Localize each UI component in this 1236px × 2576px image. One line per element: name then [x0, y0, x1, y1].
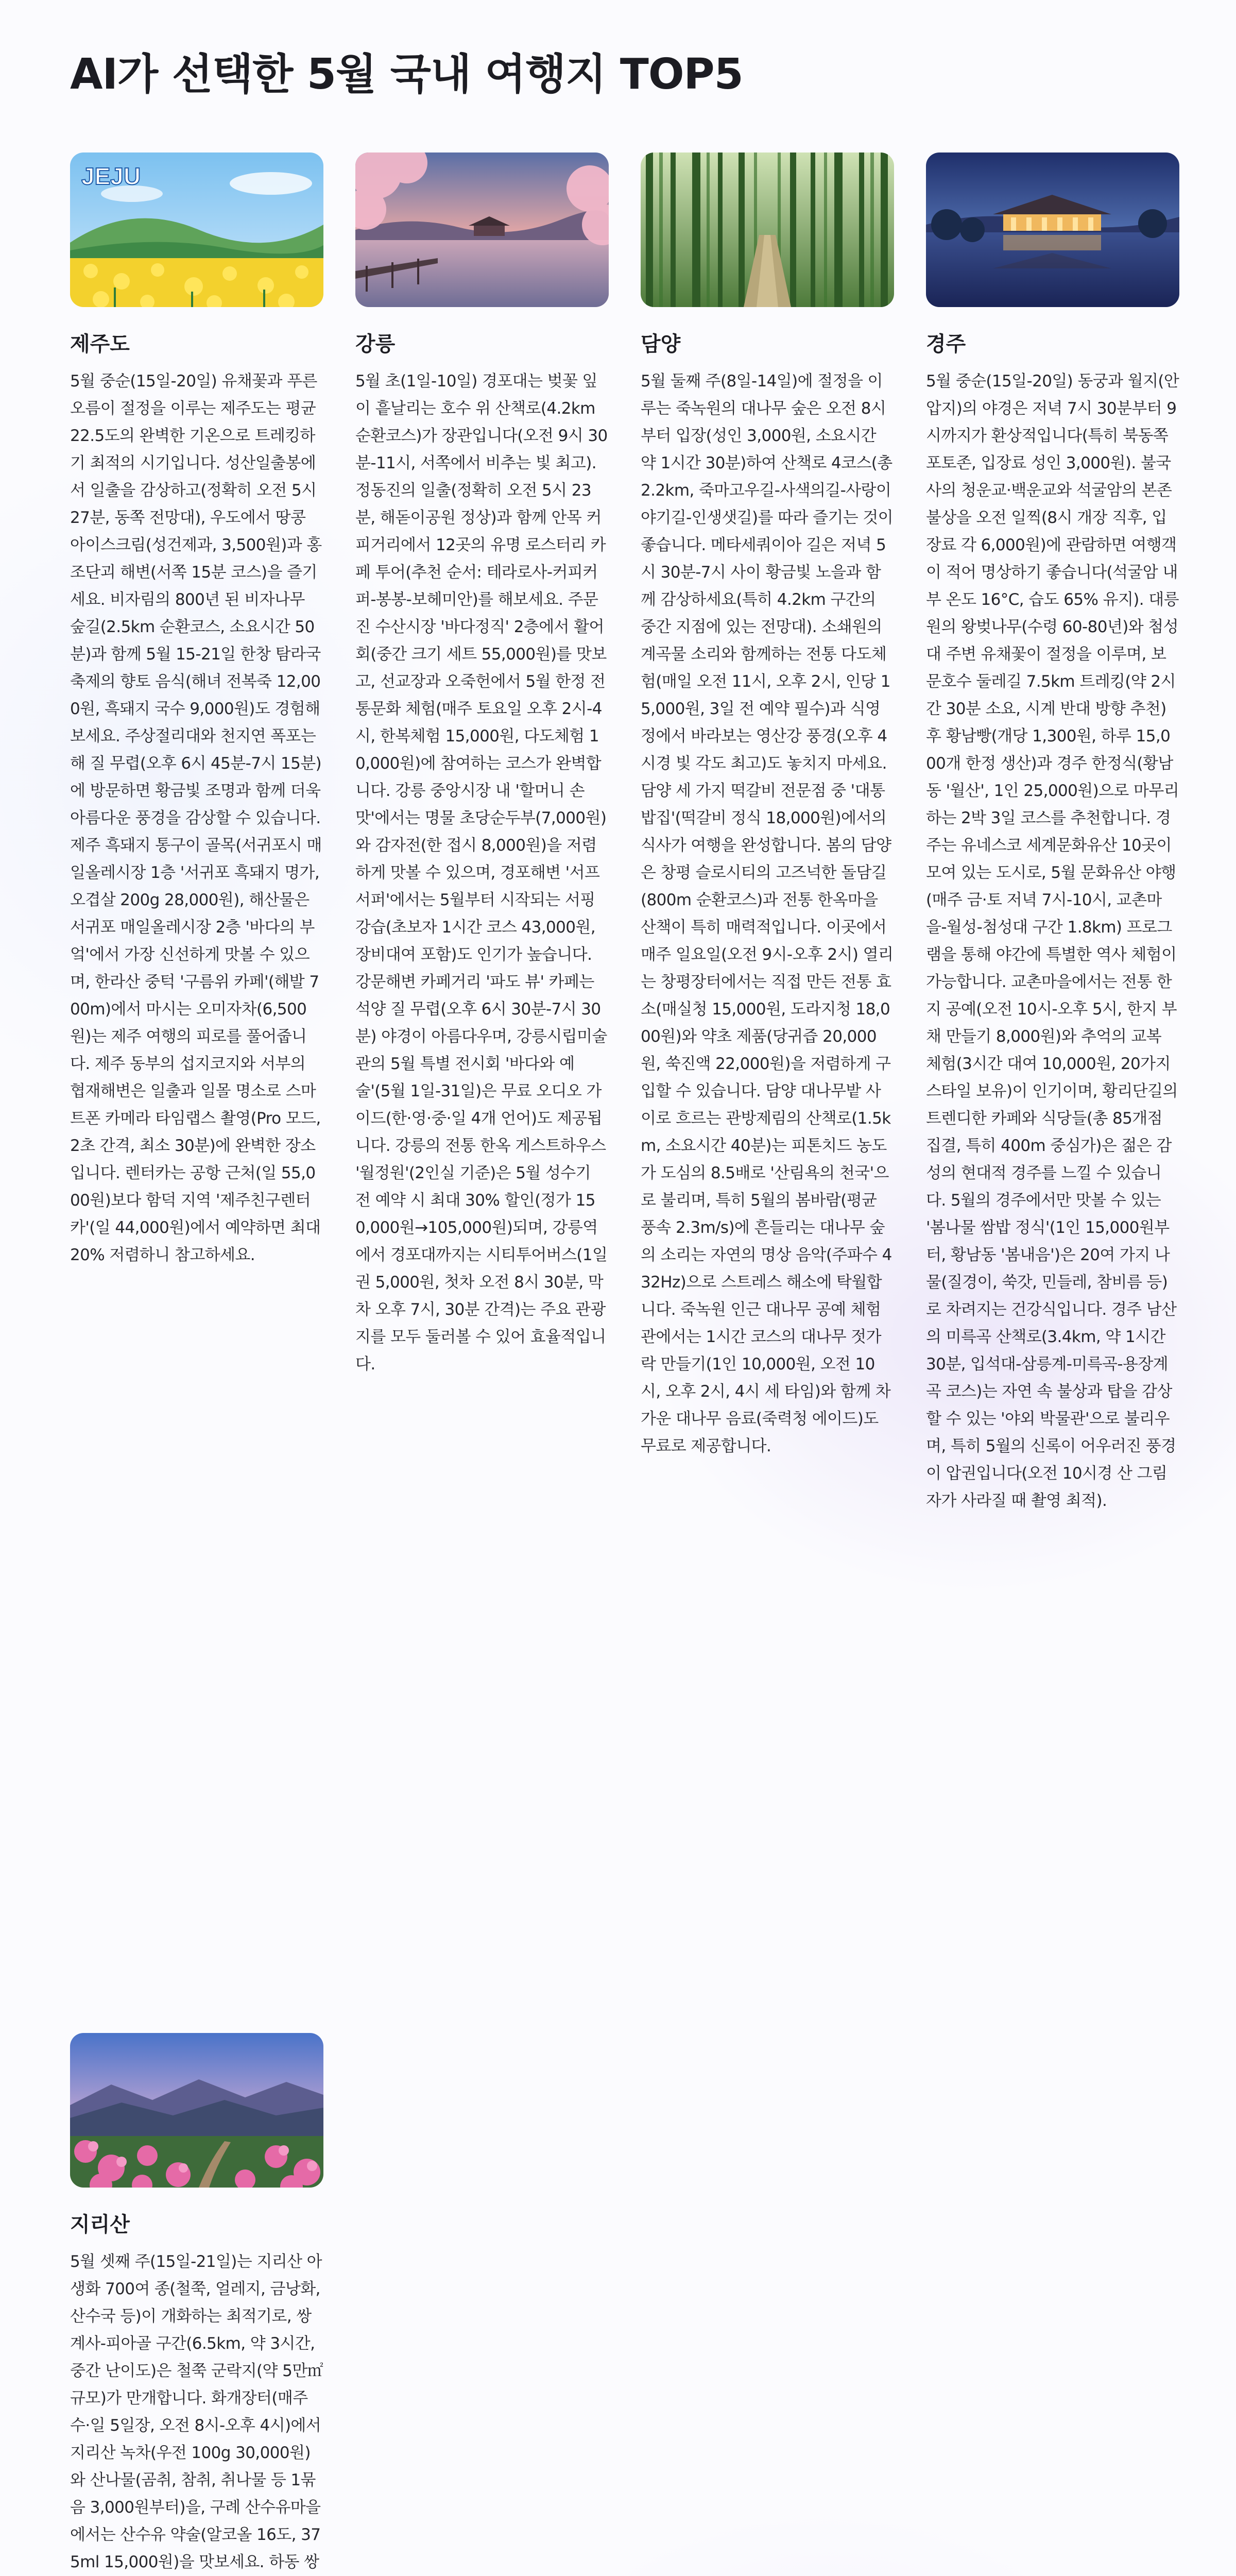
destination-description: 5월 초(1일-10일) 경포대는 벚꽃 잎이 흩날리는 호수 위 산책로(4.2km 순환코스)가 장관입니다(오전 9시 30분-11시, 서쪽에서 비추는 빛 최고). 정동진의 일출(정확히 오전 5시 23분, 해돋이공원 정상)과 함께 안목 커피거리에서 12곳의 유명 로스터리 카페 투어(추천 순서: 테라로사-커피커퍼-봉봉-보헤미안)를 해보세요. 주문진 수산시장 '바다정직' 2층에서 활어회(중간 크기 세트 55,000원)를 맛보고, 선교장과 오죽헌에서 5월 한정 전통문화 체험(매주 토요일 오후 2시-4시, 한복체험 15,000원, 다도체험 10,000원)에 참여하는 코스가 완벽합니다. 강릉 중앙시장 내 '할머니 손맛'에서는 명물 초당순두부(7,000원)와 감자전(한 접시 8,000원)을 저렴하게 맛볼 수 있으며, 경포해변 '서프서퍼'에서는 5월부터 시작되는 서핑 강습(초보자 1시간 코스 43,000원, 장비대여 포함)도 인기가 높습니다. 강문해변 카페거리 '파도 뷰' 카페는 석양 질 무렵(오후 6시 30분-7시 30분) 야경이 아름다우며, 강릉시립미술관의 5월 특별 전시회 '바다와 예술'(5월 1일-31일)은 무료 오디오 가이드(한·영·중·일 4개 언어)도 제공됩니다. 강릉의 전통 한옥 게스트하우스 '월정원'(2인실 기준)은 5월 성수기 전 예약 시 최대 30% 할인(정가 150,000원→105,000원)되며, 강릉역에서 경포대까지는 시티투어버스(1일권 5,000원, 첫차 오전 8시 30분, 막차 오후 7시, 30분 간격)는 주요 관광지를 모두 둘러볼 수 있어 효율적입니다. [355, 372, 611, 1374]
destination-image-jeju [70, 152, 323, 307]
destination-title: 제주도 [70, 332, 130, 356]
destination-card-gyeongju[interactable] [926, 152, 1182, 1515]
destination-image-jirisan [70, 2033, 323, 2188]
destination-description: 5월 셋째 주(15일-21일)는 지리산 아생화 700여 종(철쭉, 얼레지, 금낭화, 산수국 등)이 개화하는 최적기로, 쌍계사-피아골 구간(6.5km, 약 3시간, 중간 난이도)은 철쭉 군락지(약 5만㎡ 규모)가 만개합니다. 화개장터(매주 수·일 5일장, 오전 8시-오후 4시)에서 지리산 녹차(우전 100g 30,000원)와 산나물(곰취, 참취, 취나물 등 1묶음 3,000원부터)을, 구례 산수유마을에서는 산수유 약술(알코올 16도, 375ml 15,000원)을 맛보세요. 하동 쌍 [70, 2252, 323, 2571]
destination-description: 5월 중순(15일-20일) 동궁과 월지(안압지)의 야경은 저녁 7시 30분부터 9시까지가 환상적입니다(특히 북동쪽 포토존, 입장료 성인 3,000원). 불국사의 청운교·백운교와 석굴암의 본존불상을 오전 일찍(8시 개장 직후, 입장료 각 6,000원)에 관람하면 여행객이 적어 명상하기 좋습니다(석굴암 내부 온도 16°C, 습도 65% 유지). 대릉원의 왕벚나무(수령 60-80년)와 첨성대 주변 유채꽃이 절정을 이루며, 보문호수 둘레길 7.5km 트레킹(약 2시간 30분 소요, 시계 반대 방향 추천) 후 황남빵(개당 1,300원, 하루 15,000개 한정 생산)과 경주 한정식(황남동 '월산', 1인 25,000원)으로 마무리하는 2박 3일 코스를 추천합니다. 경주는 유네스코 세계문화유산 10곳이 모여 있는 도시로, 5월 문화유산 야행(매주 금·토 저녁 7시-10시, 교촌마을-월성-첨성대 구간 1.8km) 프로그램을 통해 야간에 특별한 역사 체험이 가능합니다. 교촌마을에서는 전통 한지 공예(오전 10시-오후 5시, 한지 부채 만들기 8,000원)와 추억의 교복 체험(3시간 대여 10,000원, 20가지 스타일 보유)이 인기이며, 황리단길의 트렌디한 카페와 식당들(총 85개점 집결, 특히 400m 중심가)은 젊은 감성의 현대적 경주를 느낄 수 있습니다. 5월의 경주에서만 맛볼 수 있는 '봄나물 쌈밥 정식'(1인 15,000원부터, 황남동 '봄내음')은 20여 가지 나물(질경이, 쑥갓, 민들레, 참비름 등)로 차려지는 건강식입니다. 경주 남산의 미륵곡 산책로(3.4km, 약 1시간 30분, 입석대-삼릉계-미륵곡-용장계곡 코스)는 자연 속 불상과 탑을 감상할 수 있는 '야외 박물관'으로 불리우며, 특히 5월의 신록이 어우러진 풍경이 압권입니다(오전 10시경 산 그림자가 사라질 때 촬영 최적). [926, 372, 1182, 1510]
destination-card-jirisan[interactable] [70, 2033, 323, 2576]
destination-card-gangneung[interactable] [355, 152, 609, 1378]
jeju-logo-text: JEJU [81, 163, 141, 190]
destination-card-damyang[interactable] [641, 152, 898, 1460]
destination-description: 5월 중순(15일-20일) 유채꽃과 푸른 오름이 절정을 이루는 제주도는 평균 22.5도의 완벽한 기온으로 트레킹하기 최적의 시기입니다. 성산일출봉에서 일출을 감상하고(정확히 오전 5시 27분, 동쪽 전망대), 우도에서 땅콩 아이스크림(성건제과, 3,500원)과 홍조단괴 해변(서쪽 15분 코스)을 즐기세요. 비자림의 800년 된 비자나무 숲길(2.5km 순환코스, 소요시간 50분)과 함께 5월 15-21일 한창 탐라국 축제의 향토 음식(해녀 전복죽 12,000원, 흑돼지 국수 9,000원)도 경험해보세요. 주상절리대와 천지연 폭포는 해 질 무렵(오후 6시 45분-7시 15분)에 방문하면 황금빛 조명과 함께 더욱 아름다운 풍경을 감상할 수 있습니다. 제주 흑돼지 통구이 골목(서귀포시 매일올레시장 1층 '서귀포 흑돼지 명가, 오겹살 200g 28,000원), 해산물은 서귀포 매일올레시장 2층 '바다의 부엌'에서 가장 신선하게 맛볼 수 있으며, 한라산 중턱 '구름위 카페'(해발 700m)에서 마시는 오미자차(6,500원)는 제주 여행의 피로를 풀어줍니다. 제주 동부의 섭지코지와 서부의 협재해변은 일출과 일몰 명소로 스마트폰 카메라 타임랩스 촬영(Pro 모드, 2초 간격, 최소 30분)에 완벽한 장소입니다. 렌터카는 공항 근처(일 55,000원)보다 함덕 지역 '제주친구렌터카'(일 44,000원)에서 예약하면 최대 20% 저렴하니 참고하세요. [70, 372, 326, 1264]
destination-image-gyeongju [926, 152, 1179, 307]
destination-card-jeju[interactable] [70, 152, 326, 1269]
destination-title: 경주 [926, 332, 966, 356]
destination-description: 5월 둘째 주(8일-14일)에 절정을 이루는 죽녹원의 대나무 숲은 오전 8시부터 입장(성인 3,000원, 소요시간 약 1시간 30분)하여 산책로 4코스(총 2.2km, 죽마고우길-사색의길-사랑이야기길-인생샛길)를 따라 즐기는 것이 좋습니다. 메타세쿼이아 길은 저녁 5시 30분-7시 사이 황금빛 노을과 함께 감상하세요(특히 4.2km 구간의 중간 지점에 있는 전망대). 소쇄원의 계곡물 소리와 함께하는 전통 다도체험(매일 오전 11시, 오후 2시, 인당 15,000원, 3일 전 예약 필수)과 식영정에서 바라보는 영산강 풍경(오후 4시경 빛 각도 최고)도 놓치지 마세요. 담양 세 가지 떡갈비 전문점 중 '대통밥집'(떡갈비 정식 18,000원)에서의 식사가 여행을 완성합니다. 봄의 담양은 창평 슬로시티의 고즈넉한 돌담길(800m 순환코스)과 전통 한옥마을 산책이 특히 매력적입니다. 이곳에서 매주 일요일(오전 9시-오후 2시) 열리는 창평장터에서는 직접 만든 전통 효소(매실청 15,000원, 도라지청 18,000원)와 약초 제품(당귀즙 20,000원, 쑥진액 22,000원)을 저렴하게 구입할 수 있습니다. 담양 대나무밭 사이로 흐르는 관방제림의 산책로(1.5km, 소요시간 40분)는 피톤치드 농도가 도심의 8.5배로 '산림욕의 천국'으로 불리며, 특히 5월의 봄바람(평균 풍속 2.3m/s)에 흔들리는 대나무 숲의 소리는 자연의 명상 음악(주파수 432Hz)으로 스트레스 해소에 탁월합니다. 죽녹원 인근 대나무 공예 체험관에서는 1시간 코스의 대나무 젓가락 만들기(1인 10,000원, 오전 10시, 오후 2시, 4시 세 타임)와 함께 차가운 대나무 음료(죽력청 에이드)도 무료로 제공합니다. [641, 372, 898, 1455]
destination-title: 지리산 [70, 2213, 130, 2236]
page-title: AI가 선택한 5월 국내 여행지 TOP5 [70, 50, 743, 99]
destination-image-gangneung [355, 152, 609, 307]
destination-title: 담양 [641, 332, 681, 356]
destination-title: 강릉 [355, 332, 396, 356]
destination-image-damyang [641, 152, 894, 307]
